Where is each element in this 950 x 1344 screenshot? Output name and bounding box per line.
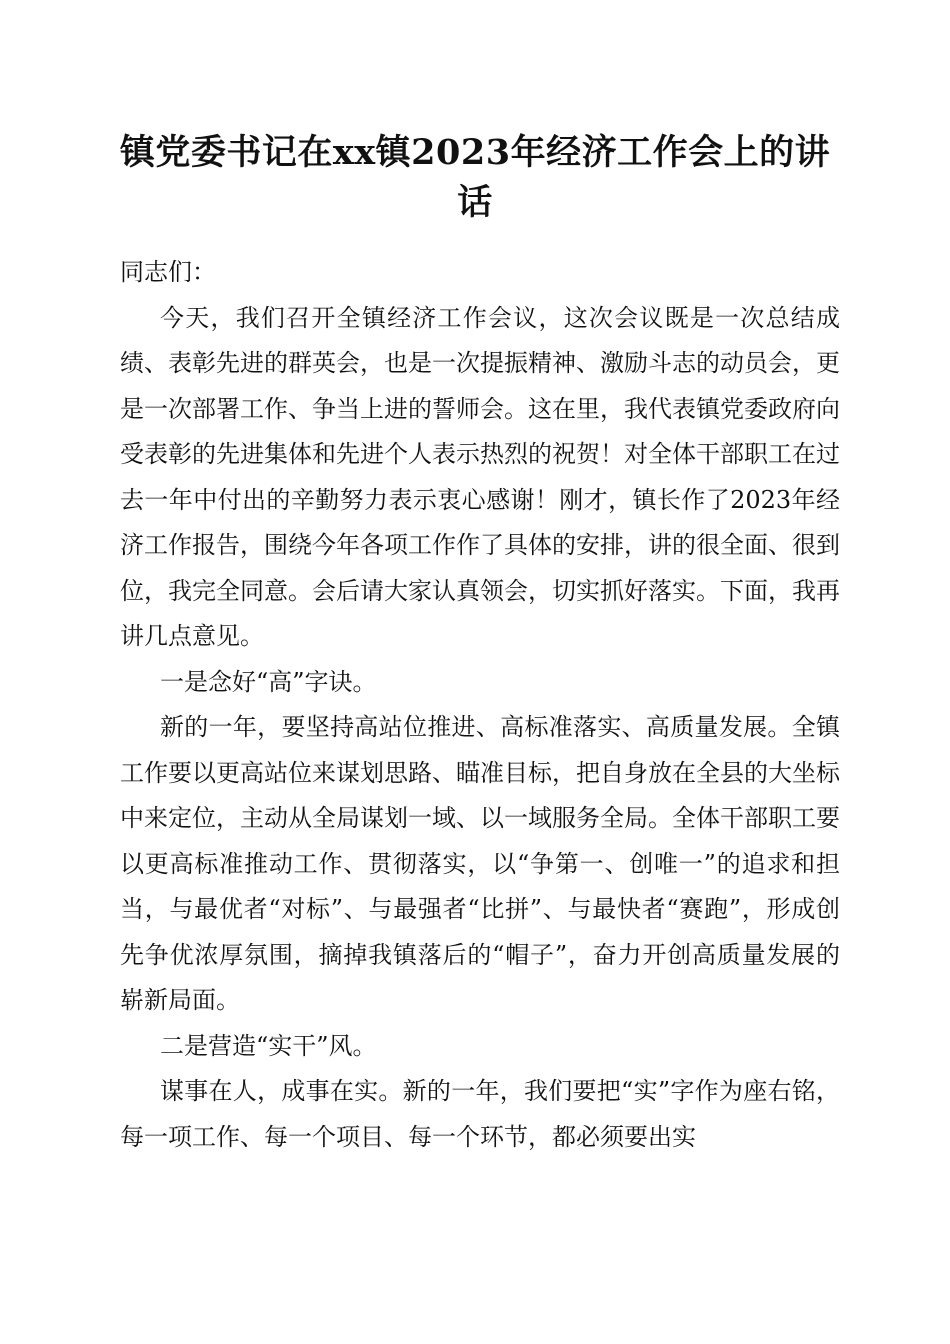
section-paragraph-1: 新的一年，要坚持高站位推进、高标准落实、高质量发展。全镇工作要以更高站位来谋划思路、瞄准目标，把自身放在全县的大坐标中来定位，主动从全局谋划一域、以一域服务全局。全体干部职工要以更高标准推动工作、贯彻落实，以“争第一、创唯一”的追求和担当，与最优者“对标”、与最强者“比拼”、与最快者“赛跑”，形成创先争优浓厚氛围，摘掉我镇落后的“帽子”，奋力开创高质量发展的崭新局面。 [120,713,840,1014]
section-heading-2: 二是营造“实干”风。 [160,1031,377,1060]
opening-paragraph: 今天，我们召开全镇经济工作会议，这次会议既是一次总结成绩、表彰先进的群英会，也是一次提振精神、激励斗志的动员会，更是一次部署工作、争当上进的誓师会。这在里，我代表镇党委政府向受表彰的先进集体和先进个人表示热烈的祝贺！对全体干部职工在过去一年中付出的辛勤努力表示衷心感谢！刚才，镇长作了2023年经济工作报告，围绕今年各项工作作了具体的安排，讲的很全面、很到位，我完全同意。会后请大家认真领会，切实抓好落实。下面，我再讲几点意见。 [120,303,840,650]
section-paragraph-2: 谋事在人，成事在实。新的一年，我们要把“实”字作为座右铭，每一项工作、每一个项目、每一个环节，都必须要出实 [120,1077,840,1151]
salutation: 同志们： [120,258,216,286]
document-title: 镇党委书记在xx镇2023年经济工作会上的讲话 [119,132,831,223]
section-heading-1: 一是念好“高”字诀。 [160,667,377,696]
document-body [120,250,840,1160]
